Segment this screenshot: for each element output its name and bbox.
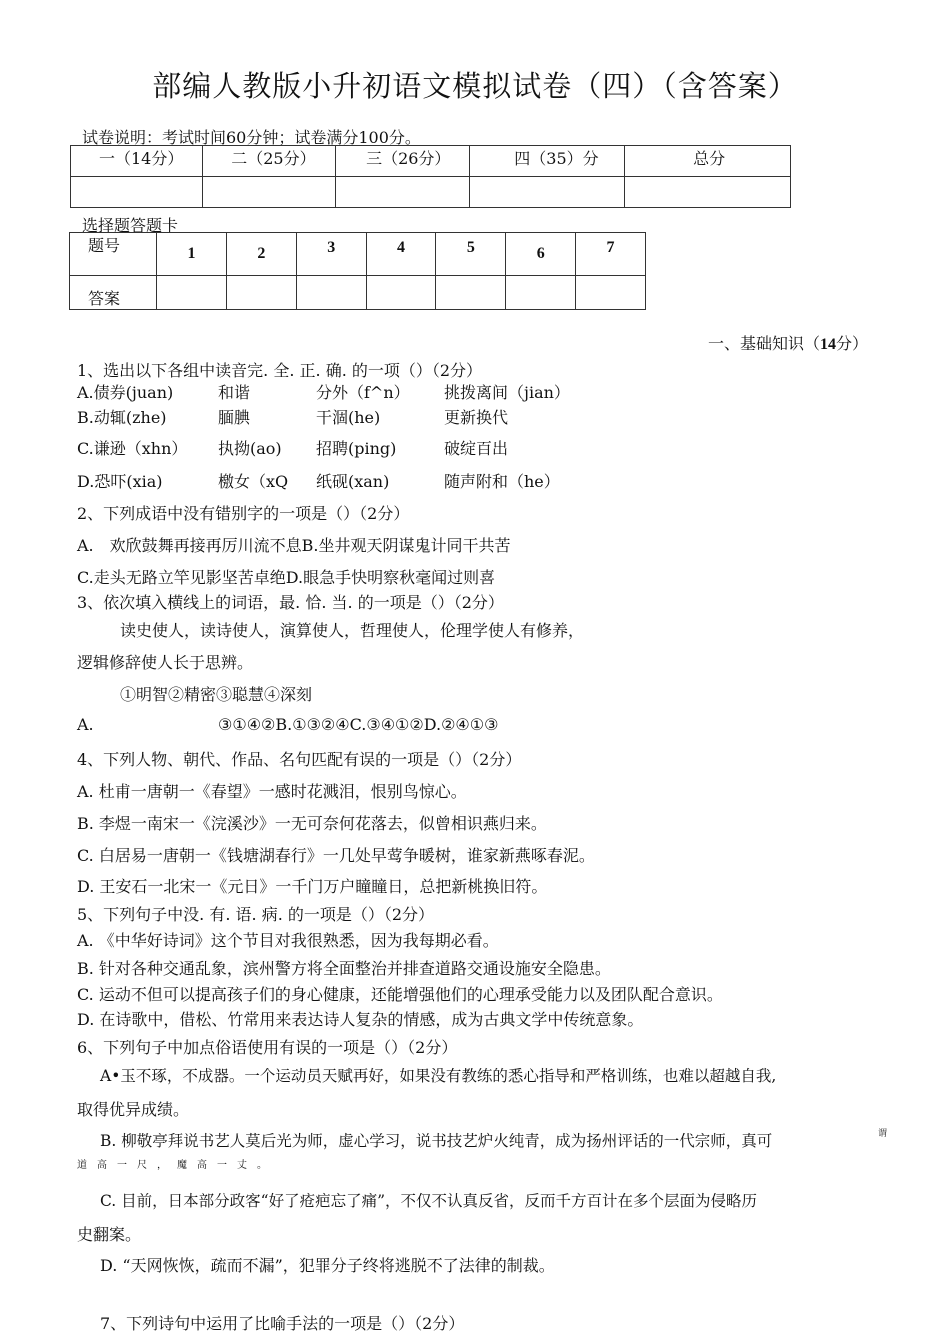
question-number-5: 5 xyxy=(436,233,506,276)
answer-card-row-header-number: 题号 xyxy=(70,233,157,276)
question-3-stem: 3、依次填入横线上的词语，最. 恰. 当. 的一项是（）（2分） xyxy=(77,593,504,612)
q4-option-b: B. 李煜一南宋一《浣溪沙》一无可奈何花落去，似曾相识燕归来。 xyxy=(77,814,547,833)
score-header-1: 一（14分） xyxy=(71,146,203,177)
answer-cell-7[interactable] xyxy=(576,276,646,310)
q1-option-d-col2: 檄女（xQ xyxy=(218,472,289,491)
q5-option-d: D. 在诗歌中，借松、竹常用来表达诗人复杂的情感，成为古典文学中传统意象。 xyxy=(77,1010,644,1029)
q5-option-c: C. 运动不但可以提高孩子们的身心健康，还能增强他们的心理承受能力以及团队配合意识。 xyxy=(77,985,723,1004)
q4-option-c: C. 白居易一唐朝一《钱塘湖春行》一几处早莺争暖树，谁家新燕啄春泥。 xyxy=(77,846,595,865)
score-header-4: 四（35）分 xyxy=(470,146,625,177)
q3-text-1: 读史使人，读诗使人，演算使人，哲理使人，伦理学使人有修养， xyxy=(120,621,585,640)
exam-instructions: 试卷说明：考试时间60分钟；试卷满分100分。 xyxy=(82,128,421,147)
answer-card-label: 选择题答题卡 xyxy=(82,216,179,235)
answer-cell-4[interactable] xyxy=(366,276,436,310)
q1-option-b-col1: B.动辄(zhe) xyxy=(77,408,167,427)
question-5-stem: 5、下列句子中没. 有. 语. 病. 的一项是（）（2分） xyxy=(77,905,435,924)
q1-option-d-col4: 随声附和（he） xyxy=(444,472,560,491)
q6-option-d: D. “天网恢恢，疏而不漏”，犯罪分子终将逃脱不了法律的制裁。 xyxy=(100,1256,555,1275)
score-cell-2[interactable] xyxy=(203,177,336,208)
q1-option-a-col2: 和谐 xyxy=(218,383,251,402)
q1-option-c-col2: 执拗(ao) xyxy=(218,439,282,458)
section-heading xyxy=(708,331,868,354)
score-table xyxy=(70,145,791,208)
answer-card-table xyxy=(69,232,646,310)
q2-line-1: A. 欢欣鼓舞再接再厉川流不息B.坐井观天阴谋鬼计同干共苦 xyxy=(77,536,511,555)
q1-option-a-col4: 挑拨离间（jian） xyxy=(444,383,570,402)
q1-option-b-col3: 干涸(he) xyxy=(316,408,381,427)
q6-option-a-line-2: 取得优异成绩。 xyxy=(77,1100,190,1119)
question-1-stem: 1、选出以下各组中读音完. 全. 正. 确. 的一项（）（2分） xyxy=(77,361,483,380)
answer-cell-1[interactable] xyxy=(157,276,227,310)
q4-option-a: A. 杜甫一唐朝一《春望》一感时花溅泪，恨别鸟惊心。 xyxy=(77,782,467,801)
q3-options: ①明智②精密③聪慧④深刻 xyxy=(120,685,313,704)
question-6-stem: 6、下列句子中加点俗语使用有误的一项是（）（2分） xyxy=(77,1038,458,1057)
q6-option-c-line-1: C. 目前，日本部分政客“好了疮疤忘了痛”，不仅不认真反省，反而千方百计在多个层面为侵略历 xyxy=(100,1192,758,1210)
q1-option-d-col3: 纸砚(xan) xyxy=(316,472,390,491)
question-number-3: 3 xyxy=(296,233,366,276)
q6-option-b-overflow-char: 谓 xyxy=(878,1129,888,1139)
score-cell-3[interactable] xyxy=(336,177,470,208)
question-number-2: 2 xyxy=(226,233,296,276)
score-header-3: 三（26分） xyxy=(336,146,470,177)
score-cell-1[interactable] xyxy=(71,177,203,208)
q6-option-b-line-1: B. 柳敬亭拜说书艺人莫后光为师，虚心学习，说书技艺炉火纯青，成为扬州评话的一代宗师，真可 xyxy=(100,1132,773,1150)
answer-cell-3[interactable] xyxy=(296,276,366,310)
q4-option-d: D. 王安石一北宋一《元日》一千门万户瞳瞳日，总把新桃换旧符。 xyxy=(77,877,548,896)
section-heading-tail: 分） xyxy=(836,334,869,353)
question-7-stem: 7、下列诗句中运用了比喻手法的一项是（）（2分） xyxy=(100,1314,465,1333)
answer-cell-6[interactable] xyxy=(506,276,576,310)
score-cell-4[interactable] xyxy=(470,177,625,208)
section-heading-score: 14 xyxy=(820,336,837,353)
score-cell-total[interactable] xyxy=(625,177,791,208)
q1-option-d-col1: D.恐吓(xia) xyxy=(77,472,163,491)
q6-option-a-line-1: A•玉不琢，不成器。一个运动员天赋再好，如果没有教练的悉心指导和严格训练，也难以超越自我, xyxy=(100,1067,777,1085)
question-2-stem: 2、下列成语中没有错别字的一项是（）（2分） xyxy=(77,504,410,523)
score-header-total: 总分 xyxy=(625,146,791,177)
question-number-7: 7 xyxy=(576,233,646,276)
q5-option-a: A. 《中华好诗词》这个节目对我很熟悉，因为我每期必看。 xyxy=(77,931,499,950)
q1-option-a-col3: 分外（f^n） xyxy=(316,383,410,402)
q6-option-c-line-2: 史翻案。 xyxy=(77,1225,142,1244)
q1-option-a-col1: A.债券(juan) xyxy=(77,383,174,402)
question-number-4: 4 xyxy=(366,233,436,276)
q3-answer-choices: ③①④②B.①③②④C.③④①②D.②④①③ xyxy=(218,715,499,734)
question-4-stem: 4、下列人物、朝代、作品、名句匹配有误的一项是（）（2分） xyxy=(77,750,522,769)
answer-cell-2[interactable] xyxy=(226,276,296,310)
q5-option-b: B. 针对各种交通乱象，滨州警方将全面整治并排查道路交通设施安全隐患。 xyxy=(77,959,611,978)
page-title: 部编人教版小升初语文模拟试卷（四）（含答案） xyxy=(152,69,798,103)
q1-option-c-col1: C.谦逊（xhn） xyxy=(77,439,188,458)
answer-cell-5[interactable] xyxy=(436,276,506,310)
answer-card-row-header-answer: 答案 xyxy=(70,276,157,310)
q1-option-b-col2: 腼腆 xyxy=(218,408,251,427)
q1-option-b-col4: 更新换代 xyxy=(444,408,509,427)
question-number-1: 1 xyxy=(157,233,227,276)
section-heading-text: 一、基础知识（ xyxy=(708,334,821,353)
question-number-6: 6 xyxy=(506,233,576,276)
q3-text-2: 逻辑修辞使人长于思辨。 xyxy=(77,653,254,672)
q6-option-b-line-2: 道高一尺，魔高一丈。 xyxy=(77,1160,277,1171)
q1-option-c-col4: 破绽百出 xyxy=(444,439,509,458)
q3-answer-label-a: A. xyxy=(77,715,94,734)
score-header-2: 二（25分） xyxy=(203,146,336,177)
q1-option-c-col3: 招聘(ping) xyxy=(316,439,397,458)
q2-line-2: C.走头无路立竿见影坚苦卓绝D.眼急手快明察秋毫闻过则喜 xyxy=(77,568,496,587)
